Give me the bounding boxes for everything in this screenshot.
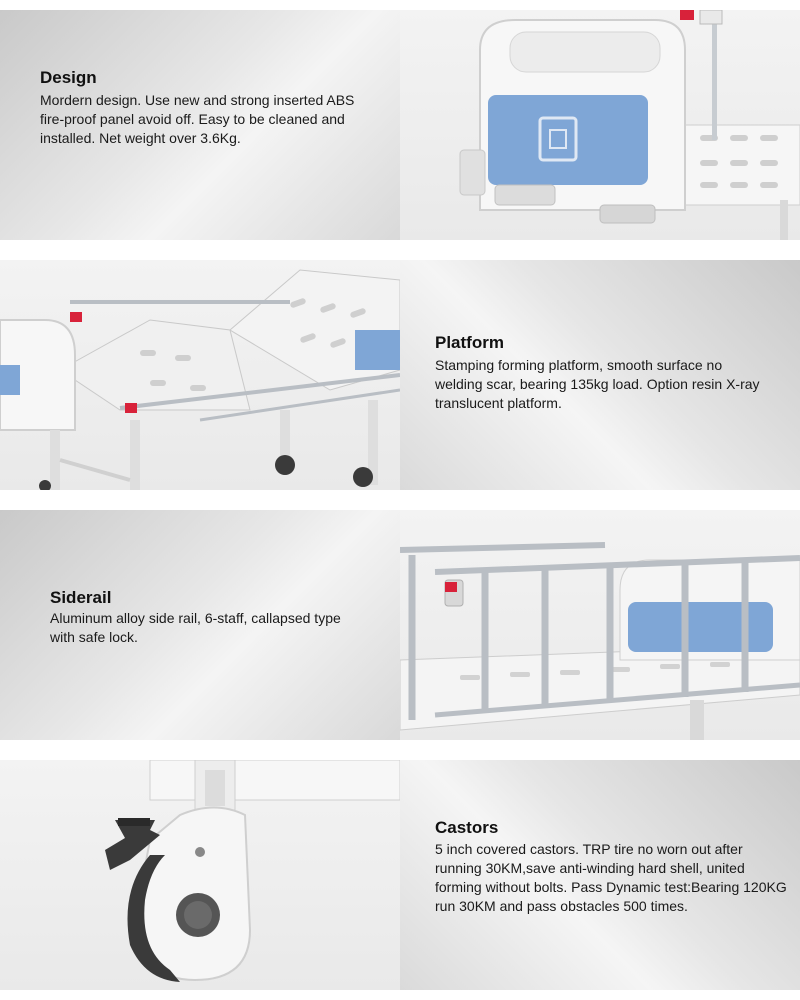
siderail-text-panel <box>0 510 400 740</box>
feature-section-design <box>0 10 800 240</box>
design-description: Mordern design. Use new and strong inserted ABS fire-proof panel avoid off. Easy to be cleaned and installed. Net weight over 3.6Kg. <box>40 92 355 146</box>
platform-description: Stamping forming platform, smooth surface no welding scar, bearing 135kg load. Option resin X-ray translucent platform. <box>435 357 760 411</box>
feature-section-siderail <box>0 510 800 740</box>
siderail-image-panel <box>400 510 800 740</box>
castors-title: Castors <box>435 818 499 837</box>
castors-text-panel <box>400 760 800 990</box>
bed-platform-image <box>0 260 400 490</box>
design-text-panel <box>0 10 400 240</box>
bed-headboard-image <box>400 10 800 240</box>
platform-title: Platform <box>435 333 504 352</box>
design-image-panel <box>400 10 800 240</box>
feature-section-platform <box>0 260 800 490</box>
platform-text-panel <box>400 260 800 490</box>
feature-section-castors <box>0 760 800 990</box>
siderail-title: Siderail <box>50 588 112 607</box>
siderail-description: Aluminum alloy side rail, 6-staff, callapsed type with safe lock. <box>50 610 341 645</box>
castors-description: 5 inch covered castors. TRP tire no worn out after running 30KM,save anti-winding hard shell, united forming without bolts. Pass Dynamic test:Bearing 120KG run 30KM and pass obstacles 500 times. <box>435 841 787 914</box>
platform-image-panel <box>0 260 400 490</box>
castor-wheel-image <box>0 760 400 990</box>
castors-image-panel <box>0 760 400 990</box>
design-title: Design <box>40 68 97 87</box>
siderail-image <box>400 510 800 740</box>
